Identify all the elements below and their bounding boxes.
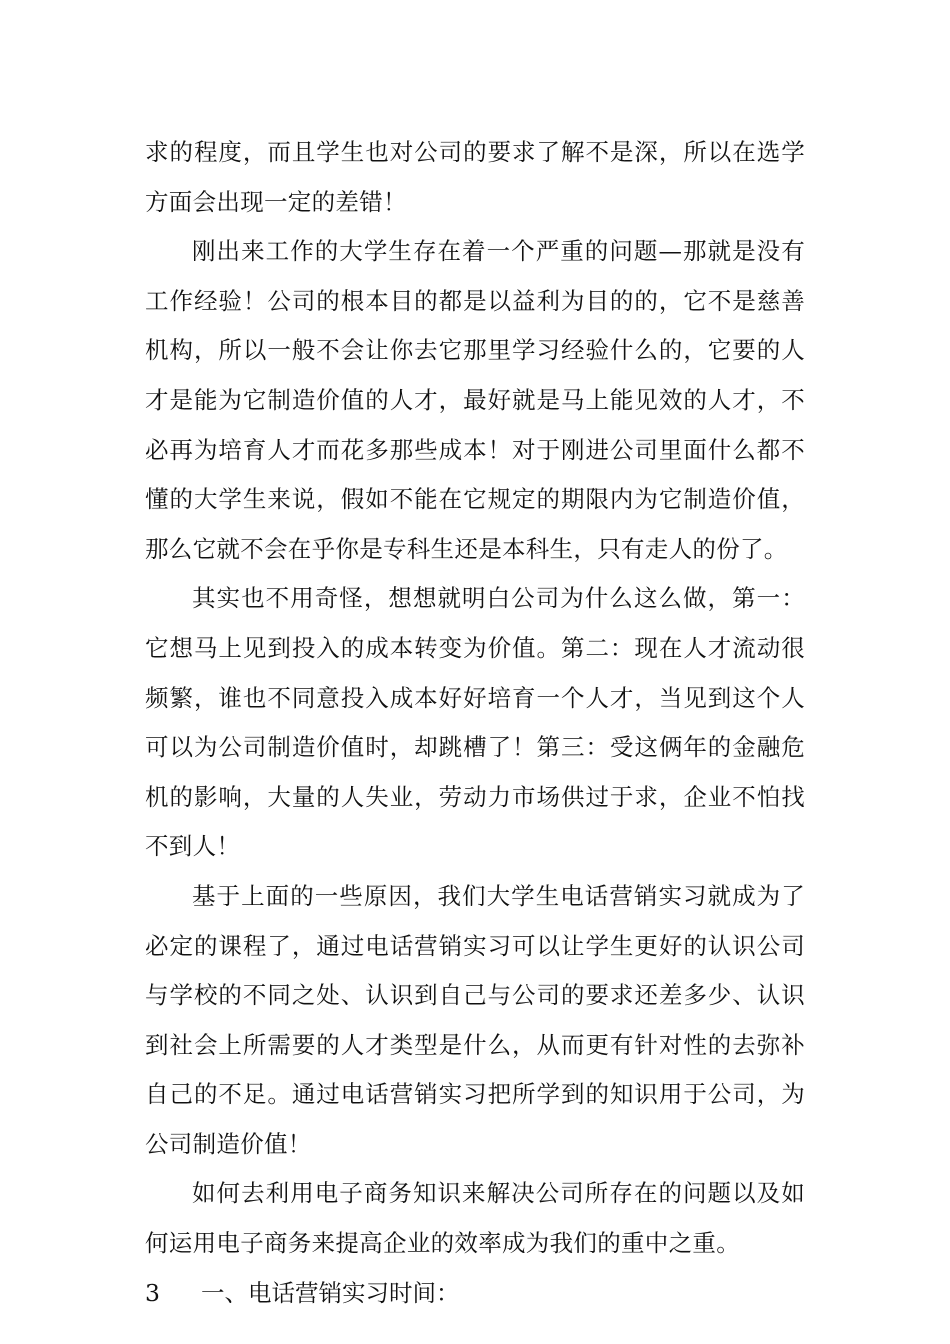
section-title: 一、电话营销实习时间： xyxy=(201,1278,460,1307)
paragraph-graduate-experience: 刚出来工作的大学生存在着一个严重的问题—那就是没有工作经验！公司的根本目的都是以益利为目的的，它不是慈善机构，所以一般不会让你去它那里学习经验什么的，它要的人才是能为它制造价值的人才，最好就是马上能见效的人才，不必再为培育人才而花多那些成本！对于刚进公司里面什么都不懂的大学生来说，假如不能在它规定的期限内为它制造价值，那么它就不会在乎你是专科生还是本科生，只有走人的份了。 xyxy=(145,237,805,563)
section-heading xyxy=(145,1269,805,1319)
paragraph-continuation: 求的程度，而且学生也对公司的要求了解不是深，所以在选学方面会出现一定的差错！ xyxy=(145,138,805,216)
document-body xyxy=(145,128,805,1318)
paragraph-company-reasons: 其实也不用奇怪，想想就明白公司为什么这么做，第一：它想马上见到投入的成本转变为价值。第二：现在人才流动很频繁，谁也不同意投入成本好好培育一个人才，当见到这个人可以为公司制造价值时，却跳槽了！第三：受这俩年的金融危机的影响，大量的人失业，劳动力市场供过于求，企业不怕找不到人！ xyxy=(145,584,805,861)
paragraph-ecommerce-focus: 如何去利用电子商务知识来解决公司所存在的问题以及如何运用电子商务来提高企业的效率成为我们的重中之重。 xyxy=(145,1179,805,1258)
section-number: 3 xyxy=(145,1278,160,1307)
paragraph-internship-purpose: 基于上面的一些原因，我们大学生电话营销实习就成为了必定的课程了，通过电话营销实习可以让学生更好的认识公司与学校的不同之处、认识到自己与公司的要求还差多少、认识到社会上所需要的人才类型是什么，从而更有针对性的去弥补自己的不足。通过电话营销实习把所学到的知识用于公司，为公司制造价值！ xyxy=(145,881,805,1158)
